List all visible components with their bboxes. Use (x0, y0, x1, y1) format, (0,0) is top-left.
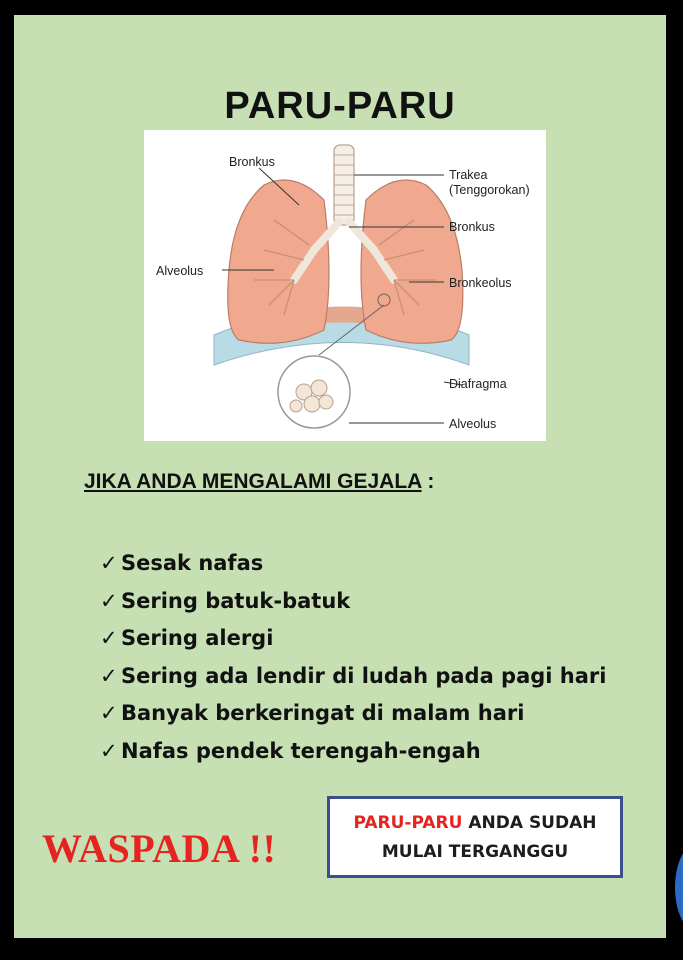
list-item (100, 545, 606, 583)
label-tenggorokan: (Tenggorokan) (449, 183, 530, 197)
lung-illustration (144, 130, 546, 441)
notice-line-2: MULAI TERGANGGU (381, 842, 569, 862)
list-item (100, 583, 606, 621)
symptom-text: Banyak berkeringat di malam hari (121, 701, 525, 725)
notice-box (327, 796, 623, 878)
symptom-list (100, 545, 606, 770)
edge-decoration (675, 845, 683, 930)
lung-diagram (144, 130, 546, 441)
list-item (100, 620, 606, 658)
symptom-text: Nafas pendek terengah-engah (121, 738, 481, 763)
poster (14, 15, 666, 938)
symptom-text: Sesak nafas (121, 551, 264, 575)
page-title: PARU-PARU (224, 85, 456, 127)
symptom-question (84, 470, 434, 494)
check-icon: ✓ (100, 551, 118, 575)
question-colon: : (421, 470, 435, 493)
check-icon: ✓ (100, 588, 118, 613)
label-bronkeolus: Bronkeolus (449, 276, 512, 290)
label-bronkus-top: Bronkus (229, 155, 275, 169)
label-diafragma: Diafragma (449, 377, 507, 391)
warning-text: WASPADA !! (42, 826, 277, 871)
label-alveolus-bottom: Alveolus (449, 417, 497, 431)
label-trakea: Trakea (449, 168, 488, 182)
question-text: JIKA ANDA MENGALAMI GEJALA (84, 470, 422, 493)
check-icon: ✓ (100, 738, 118, 763)
symptom-text: Sering alergi (121, 626, 274, 650)
notice-line1-rest: ANDA SUDAH (462, 813, 597, 833)
list-item (100, 695, 606, 733)
list-item (100, 658, 606, 696)
right-lung (361, 180, 463, 343)
notice-line-1 (330, 809, 620, 838)
notice-highlight: PARU-PARU (353, 813, 463, 833)
label-bronkus-right: Bronkus (449, 220, 495, 234)
check-icon: ✓ (100, 663, 118, 688)
symptom-text: Sering ada lendir di ludah pada pagi hari (121, 663, 607, 688)
label-alveolus-left: Alveolus (156, 264, 204, 278)
check-icon: ✓ (100, 626, 118, 650)
symptom-text: Sering batuk-batuk (121, 588, 351, 613)
check-icon: ✓ (100, 701, 118, 725)
left-lung (228, 180, 329, 343)
list-item (100, 733, 606, 771)
